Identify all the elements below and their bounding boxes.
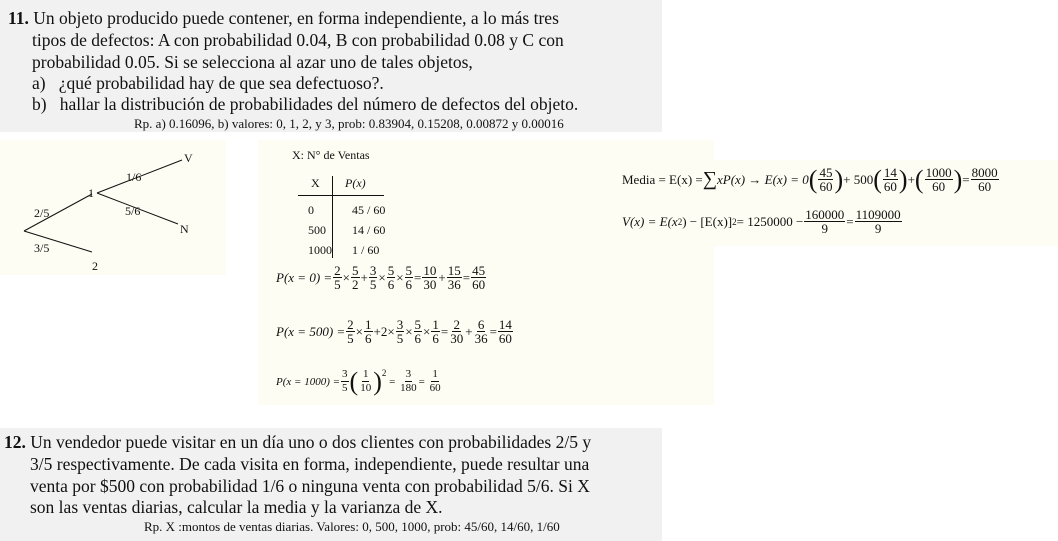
problem-11-number: 11. — [8, 8, 29, 28]
equation-variance: V(x) = E(x 2 ) − [E(x)] 2 = 1250000 − $\frac{160000}{9}$ = $\frac{1109000}{9}$ — [622, 207, 901, 236]
table-header-line — [298, 195, 384, 196]
table-row-x-3: 1000 — [308, 243, 332, 257]
item-a-marker: a) — [32, 73, 46, 93]
item-b-text: hallar la distribución de probabilidades del número de defectos del objeto. — [59, 94, 579, 114]
table-row-x-2: 500 — [308, 223, 326, 237]
problem-11-item-b — [32, 94, 578, 115]
problem-11-line-3: probabilidad 0.05. Si se selecciona al azar uno de tales objetos, — [32, 52, 473, 72]
problem-11 — [0, 0, 662, 132]
problem-12-line-2: 3/5 respectivamente. De cada visita en forma, independiente, puede resultar una — [30, 454, 590, 474]
problem-11-item-a — [32, 73, 384, 94]
table-row-p-2: 14 / 60 — [352, 223, 386, 237]
tree-leaf-v: V — [184, 151, 193, 165]
table-vertical-line — [332, 176, 333, 258]
problem-11-answer: Rp. a) 0.16096, b) valores: 0, 1, 2, y 3, prob: 0.83904, 0.15208, 0.00872 y 0.00016 — [134, 116, 564, 131]
tree-prob-v: 1/6 — [126, 170, 142, 184]
equation-p1000: P(x = 1000) = $\frac{3}{5}$ ( $\frac{1}{10}$ ) $^2$ = $\frac{3}{180}$ = $\frac{1}{60}$ — [276, 366, 441, 396]
table-col-p: P(x) — [345, 176, 366, 190]
tree-prob-n: 5/6 — [125, 204, 141, 218]
problem-12-line-4: son las ventas diarias, calcular la media y la varianza de X. — [30, 497, 443, 517]
table-col-x: X — [311, 176, 320, 190]
tree-prob-2: 3/5 — [34, 241, 50, 255]
equation-mean: Media = E(x) = ∑ xP(x) → E(x) = 0 ( $\frac{45}{60}$ ) + 500 ( $\frac{14}{60}$ ) + ( $\frac{1000}{60}$ ) = $\frac{8000}{60}$ — [622, 164, 998, 194]
problem-12-line-3: venta por $500 con probabilidad 1/6 o ninguna venta con probabilidad 5/6. Si X — [30, 476, 590, 496]
problem-12-line-1: Un vendedor puede visitar en un día uno o dos clientes con probabilidades 2/5 y — [30, 432, 592, 452]
problem-12-number: 12. — [4, 432, 26, 452]
tree-prob-1: 2/5 — [34, 206, 50, 220]
problem-11-line-1: Un objeto producido puede contener, en forma independiente, a lo más tres — [33, 8, 559, 28]
problem-12-answer: Rp. X :montos de ventas diarias. Valores: 0, 500, 1000, prob: 45/60, 14/60, 1/60 — [144, 519, 560, 534]
item-b-marker: b) — [32, 94, 47, 114]
table-row-p-3: 1 / 60 — [352, 243, 380, 257]
equation-p0: P(x = 0) = $\frac{2}{5}$ × $\frac{5}{2}$ + $\frac{3}{5}$ × $\frac{5}{6}$ × $\frac{5}{6}$ = $\frac{10}{30}$ + $\frac{15}{36}$ = $\frac{45}{60}$ — [276, 263, 486, 292]
tree-node-2: 2 — [92, 259, 98, 273]
table-row-p-1: 45 / 60 — [352, 203, 386, 217]
distribution-table — [298, 174, 386, 260]
table-row-x-1: 0 — [308, 203, 314, 217]
table-title: X: N° de Ventas — [292, 148, 370, 162]
item-a-text: ¿qué probabilidad hay de que sea defectuoso?. — [58, 73, 384, 93]
mean-variance-panel — [614, 160, 1058, 246]
equation-p500: P(x = 500) = $\frac{2}{5}$ × $\frac{1}{6}$ + 2× $\frac{3}{5}$ × $\frac{5}{6}$ × $\frac{1}{6}$ = $\frac{2}{30}$ + $\frac{6}{36}$ = $\frac{14}{60}$ — [276, 317, 512, 346]
problem-11-line-2: tipos de defectos: A con probabilidad 0.04, B con probabilidad 0.08 y C con — [32, 30, 564, 50]
probability-tree — [0, 140, 226, 275]
tree-node-1: 1 — [88, 186, 94, 200]
problem-12 — [0, 428, 662, 541]
tree-leaf-n: N — [180, 222, 189, 236]
